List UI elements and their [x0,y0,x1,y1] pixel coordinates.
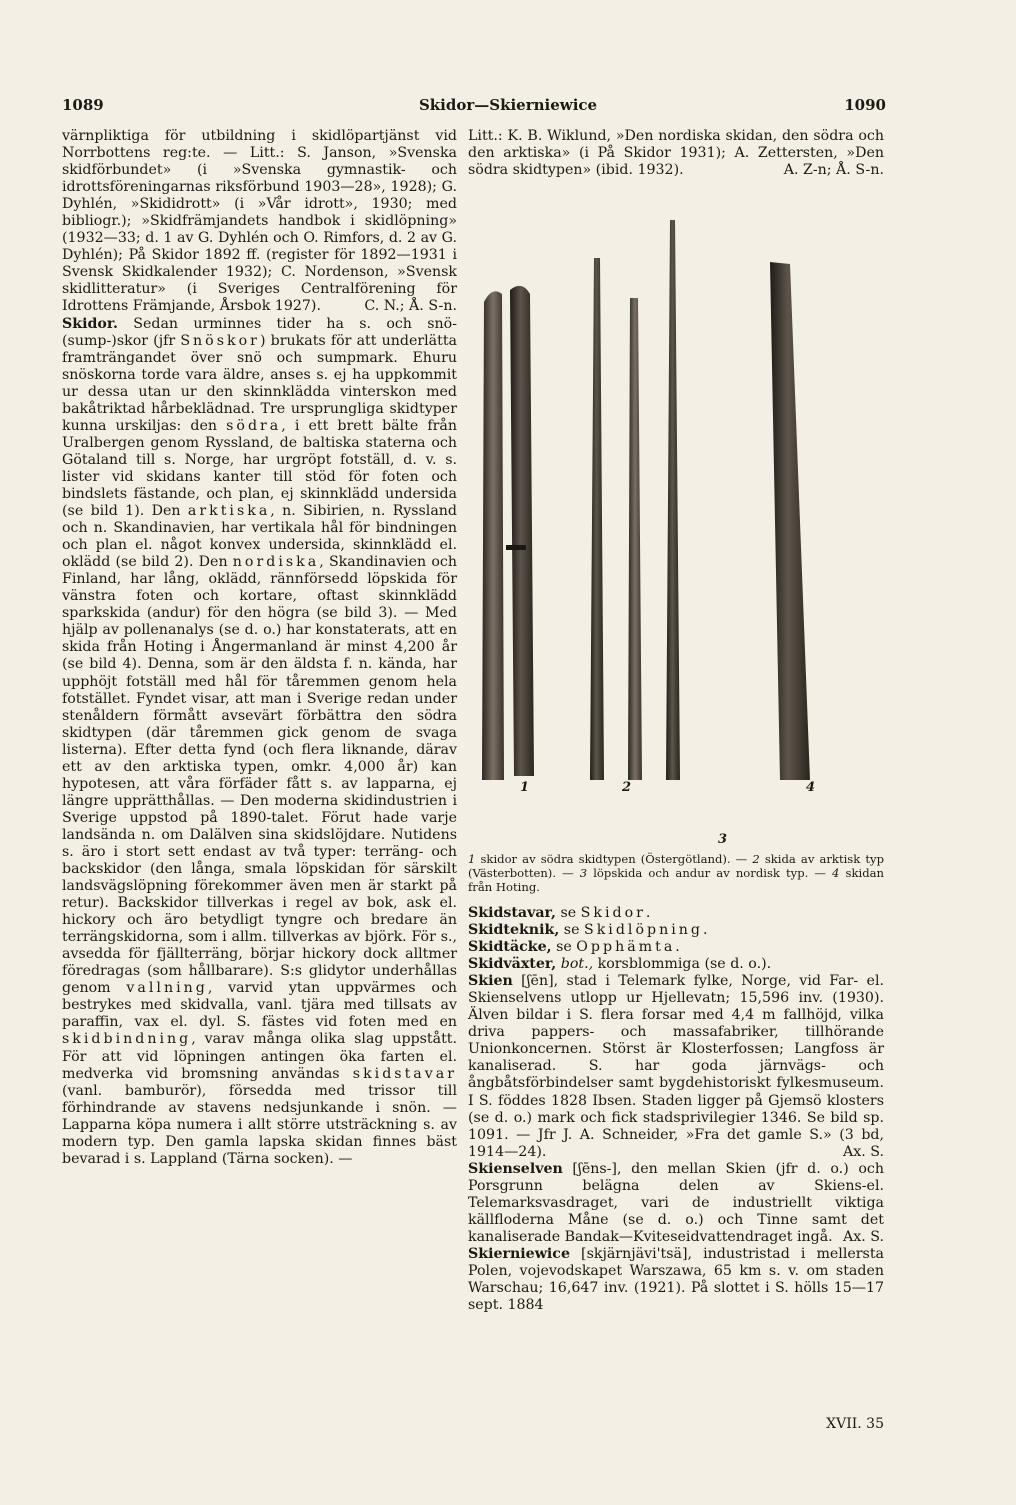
entry-text: se [559,922,584,939]
running-title: Skidor—Skierniewice [418,96,598,114]
left-page-number: 1089 [62,96,104,114]
entry-text: [skjärnjävi'tsä], industristad i mellersta Polen, vojevodskapet Warszawa, 65 km s. v. om staden Warschau; 16,647 inv. (1921). På slottet i S. hölls 15—17 sept. 1884 [468,1245,884,1314]
skidor-headword: Skidor. [62,315,118,332]
ski-2 [590,258,604,780]
entry-skien [468,973,884,1161]
entry-skienselven [468,1161,884,1246]
caption-text-3: löpskida och andur av nordisk typ. — [587,866,833,880]
cross-ref-skidlopning: Skidlöpning [583,922,703,939]
caption-num-3: 3 [579,866,588,880]
ski-3-runner [666,220,680,780]
term-skidbindning: skidbindning [62,1031,192,1048]
litt-continuation-signature: A. Z-n; Å. S-n. [783,162,884,179]
caption-num-4: 4 [832,866,840,880]
entry-text: , varvid ytan uppvärmes och bestrykes med skidvalla, vanl. tjära med tillsats av paraffin, vax el. dyl. S. fästes vid foten med en [62,980,457,1031]
ski-1b [510,286,534,776]
signature-skienselven: Ax. S. [843,1228,884,1245]
headword-skidstavar: Skidstavar, [468,905,556,921]
term-arktiska: arktiska [187,503,271,520]
term-vallning: vallning [126,980,208,997]
caption-num-1: 1 [468,852,476,866]
entry-text: se [555,905,581,921]
term-skidstavar: skidstavar [352,1065,457,1082]
caption-text-2: skida av arktisk typ (Västerbotten). — [468,852,884,880]
entry-skidtacke: Skidtäcke, se Opphämta. [468,939,680,956]
entry-skidvaxter [468,956,884,973]
entry-text: , n. Sibirien, n. Ryssland och n. Skandinavien, har vertikala hål för bindningen och plan el. något konvex undersida, skinnklädd el. oklädd (se bild 2). Den [62,503,457,571]
headword-skien: Skien [468,973,513,990]
entry-text: Sedan urminnes tider ha s. och snö-(sump-)skor (jfr [62,315,457,349]
signature-skien: Ax. S. [843,1143,884,1160]
printer-signature-mark: XVII. 35 [826,1416,884,1432]
entry-text: , Skandinavien och Finland, har lång, oklädd, rännförsedd löpskida för vänstra foten och kortare, oftast skinnklädd sparkskida (andur) för den högra (se bild 3). — Med hjälp av pollenanalys (se d. o.) har konstaterats, att en skida från Hoting i Ångermanland är minst 4,200 år (se bild 4). Denna, som är den äldsta f. n. kända, har upphöjt fotställ med hål för tåremmen genom hela fotstället. Fyndet visar, att man i Sverige redan under stenåldern förmått avsevärt förbättra den södra skidtypen (där tåremmen gick genom de svaga listerna). Efter detta fynd (och flera liknande, därav ett av den arktiska typen, omkr. 4,000 år) kan hypotesen, att våra förfäder fått s. av lapparna, ej längre upprätthållas. — Den moderna skidindustrien i Sverige uppstod på 1890-talet. Förut hade varje landsända n. om Dalälven sina skidslöjdare. Nutidens s. äro i stort sett endast av två typer: terräng- och backskidor (den långa, smala löpskidan för särskilt landsvägslöpning förekommer även men är starkt på retur). Backskidor tillverkas i regel av bok, ask el. hickory och äro betydligt tyngre och bredare än terrängskidorna, som i allm. tillverkas av björk. För s., avsedda för fjällterräng, börjar hickory dock alltmer föredragas (som hållbarare). S:s glidytor underhållas genom [62,554,457,997]
entry-text: [ʃēn], stad i Telemark fylke, Norge, vid Far- el. Skienselvens utlopp ur Hjellevatn; 15,596 inv. (1930). Älven bildar i S. flera forsar med 4,4 m fallhöjd, vilka driva pappers- och massafabriker, tillhörande Unionkoncernen. Störst är Klosterfossen; Langfoss är kanaliserad. S. har goda järnvägs- och ångbåtsförbindelser samt bygdehistoriskt fylkesmuseum. I S. föddes 1828 Ibsen. Staden ligger på Gjemsö klosters (se d. o.) mark och fick stadsprivilegier 1346. Se bild sp. 1091. — Jfr J. A. Schneider, »Fra det gamle S.» (3 bd, 1914—24). [468,973,884,1160]
caption-text-1: skidor av södra skidtypen (Östergötland). — [475,852,753,866]
figure-number-4: 4 [806,780,816,795]
ski-3-andur [628,298,642,780]
ski-figure [470,220,880,847]
cross-ref-opphamta: Opphämta [576,939,676,956]
figure-caption [468,852,884,894]
litt-paragraph [62,128,457,316]
right-column-top [468,128,884,179]
ski-1-binding [506,545,526,550]
right-column [468,905,884,1314]
abbr-bot: bot., [556,956,594,973]
entry-text: korsblommiga (se d. o.). [593,956,772,973]
ski-illustration [470,220,880,800]
entry-skierniewice [468,1246,884,1314]
ski-4 [770,262,810,780]
figure-number-1: 1 [520,780,530,795]
cross-ref-skidor: Skidor [580,905,646,921]
headword-skierniewice: Skierniewice [468,1245,570,1262]
entry-text: (vanl. bamburör), försedda med trissor till förhindrande av stavens nedsjunkande i snön. — Lapparna köpa numera i allt större utsträckning s. av modern typ. Den gamla lapska skidan finnes bäst bevarad i s. Lappland (Tärna socken). — [62,1082,457,1167]
caption-num-2: 2 [752,852,760,866]
headword-skidtacke: Skidtäcke, [468,939,552,956]
figure-number-2: 2 [622,780,632,795]
litt-continuation-text: Litt.: K. B. Wiklund, »Den nordiska skidan, den södra och den arktiska» (i På Skidor 1931); A. Zettersten, »Den södra skidtypen» (ibid. 1932). [468,128,884,179]
left-column [62,128,457,1168]
entry-text: se [551,939,577,956]
figure-number-3: 3 [718,832,728,847]
entry-text: , varav många olika slag uppstått. För att vid löpningen antingen öka farten el. medverka vid bromsning användas [62,1031,457,1082]
headword-skidvaxter: Skidväxter, [468,956,557,973]
litt-signature: C. N.; Å. S-n. [364,298,457,315]
entry-skidstavar: Skidstavar, se Skidor. [468,905,651,921]
cross-ref-snoskor: Snöskor [180,332,260,349]
entry-text: , i ett brett bälte från Uralbergen genom Ryssland, de baltiska staterna och Götaland till s. Norge, har urgröpt fotställ, d. v. s. lister vid skidans kanter till stöd för foten och bindslets fästande, och plan, ej skinnklädd undersida (se bild 1). Den [62,417,457,520]
entry-text: [ʃēns-], den mellan Skien (jfr d. o.) och Porsgrunn belägna delen av Skiens-el. Telemarksvasdraget, vari de industriellt viktiga källfloderna Måne (se d. o.) och Tinne samt det kanaliserade Bandak—Kviteseidvattendraget ingå. [468,1160,884,1245]
right-page-number: 1090 [844,96,886,114]
headword-skidteknik: Skidteknik, [468,922,560,939]
term-sodra: södra [226,417,282,434]
ski-1a [482,291,504,780]
litt-text: värnpliktiga för utbildning i skidlöpartjänst vid Norrbottens reg:te. — Litt.: S. Janson, »Svenska skidförbundet» (i »Svenska gymnastik- och idrottsföreningarnas riksförbund 1903—28», 1928); G. Dyhlén, »Skididrott» (i »Vår idrott», 1930; med bibliogr.); »Skidfrämjandets handbok i skidlöpning» (1932—33; d. 1 av G. Dyhlén och O. Rimfors, d. 2 av G. Dyhlén); På Skidor 1892 ff. (register för 1892—1931 i Svensk Skidkalender 1932); C. Nordenson, »Svensk skidlitteratur» (i Sveriges Centralförening för Idrottens Främjande, Årsbok 1927). [62,128,457,315]
caption-text-4: skidan från Hoting. [468,866,884,894]
term-nordiska: nordiska [232,554,320,571]
litt-continuation [468,128,884,179]
skidor-entry [62,316,457,1168]
headword-skienselven: Skienselven [468,1160,563,1177]
entry-text: ) brukats för att underlätta framträngandet över snö och sumpmark. Ehuru snöskorna torde vara äldre, anses s. ej ha uppkommit ur dessa utan ur den skinnklädda vinterskon med bakåtriktad hårbeklädnad. Tre ursprungliga skidtyper kunna urskiljas: den [62,332,457,434]
entry-skidteknik: Skidteknik, se Skidlöpning. [468,922,708,939]
